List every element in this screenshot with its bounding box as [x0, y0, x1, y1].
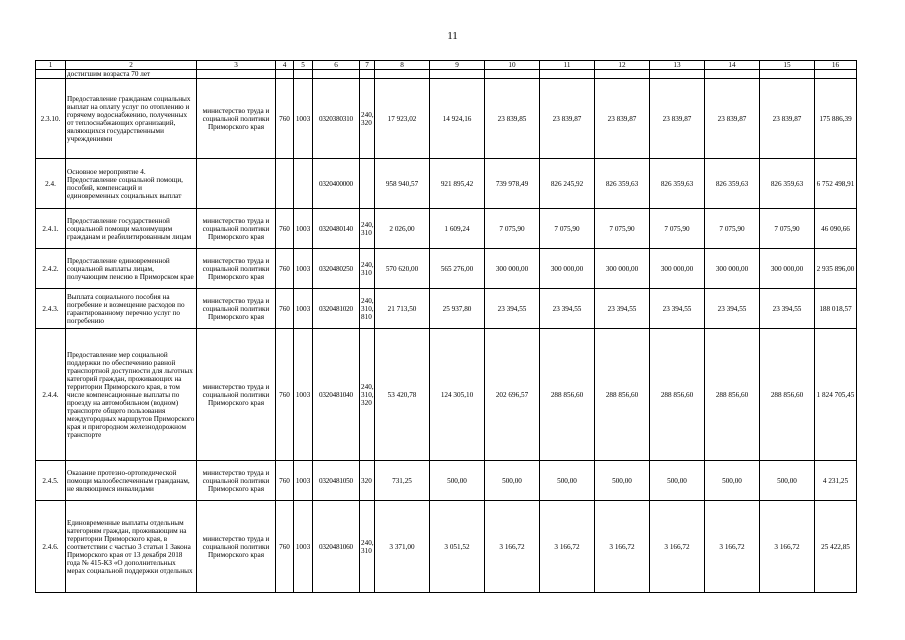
row-grbs-code: 760	[276, 249, 294, 289]
table-row	[36, 79, 857, 159]
row-name: Основное мероприятие 4. Предоставление социальной помощи, пособий, компенсаций и единовременных социальных выплат	[66, 159, 197, 209]
row-total: 188 018,57	[815, 289, 857, 329]
row-number: 2.3.10.	[36, 79, 66, 159]
row-year-value: 23 394,55	[760, 289, 815, 329]
row-organization: министерство труда и социальной политики Приморского края	[197, 501, 276, 593]
header-cell: 15	[760, 61, 815, 70]
row-organization	[197, 70, 276, 79]
row-total: 46 090,66	[815, 209, 857, 249]
row-year-value: 3 166,72	[540, 501, 595, 593]
row-grbs-code	[276, 159, 294, 209]
row-expense-type: 240, 310, 320	[360, 329, 375, 461]
row-year-value: 288 856,60	[760, 329, 815, 461]
table-row	[36, 461, 857, 501]
row-number: 2.4.	[36, 159, 66, 209]
page-number: 11	[447, 30, 458, 42]
row-year-value: 288 856,60	[650, 329, 705, 461]
header-cell: 1	[36, 61, 66, 70]
row-year-value: 500,00	[705, 461, 760, 501]
row-year-value: 500,00	[430, 461, 485, 501]
row-section-code	[294, 159, 313, 209]
row-year-value: 500,00	[485, 461, 540, 501]
row-expense-type: 240, 310	[360, 501, 375, 593]
row-year-value: 288 856,60	[705, 329, 760, 461]
row-name: достигшим возраста 70 лет	[66, 70, 197, 79]
row-target-code: 0320380310	[313, 79, 360, 159]
table-row	[36, 501, 857, 593]
header-cell: 9	[430, 61, 485, 70]
row-target-code: 0320481060	[313, 501, 360, 593]
row-total	[815, 70, 857, 79]
row-year-value: 7 075,90	[595, 209, 650, 249]
row-year-value: 300 000,00	[705, 249, 760, 289]
row-year-value: 500,00	[760, 461, 815, 501]
row-organization: министерство труда и социальной политики Приморского края	[197, 461, 276, 501]
row-expense-type: 240, 310, 810	[360, 289, 375, 329]
row-year-value: 23 839,87	[595, 79, 650, 159]
row-target-code: 0320480140	[313, 209, 360, 249]
row-year-value: 958 940,57	[375, 159, 430, 209]
row-number: 2.4.3.	[36, 289, 66, 329]
row-year-value: 288 856,60	[595, 329, 650, 461]
header-cell: 10	[485, 61, 540, 70]
row-year-value: 25 937,80	[430, 289, 485, 329]
row-organization: министерство труда и социальной политики Приморского края	[197, 289, 276, 329]
row-name: Оказание протезно-ортопедической помощи малообеспеченным гражданам, не являющимся инвалидами	[66, 461, 197, 501]
table-row	[36, 159, 857, 209]
row-number: 2.4.4.	[36, 329, 66, 461]
row-expense-type: 240, 310	[360, 249, 375, 289]
header-cell: 12	[595, 61, 650, 70]
header-cell: 8	[375, 61, 430, 70]
row-year-value: 826 359,63	[595, 159, 650, 209]
row-year-value	[705, 70, 760, 79]
row-year-value: 17 923,02	[375, 79, 430, 159]
row-year-value: 7 075,90	[760, 209, 815, 249]
table-row	[36, 289, 857, 329]
row-expense-type	[360, 70, 375, 79]
header-cell: 6	[313, 61, 360, 70]
header-cell: 7	[360, 61, 375, 70]
row-year-value: 21 713,50	[375, 289, 430, 329]
row-section-code: 1003	[294, 289, 313, 329]
row-year-value: 3 166,72	[485, 501, 540, 593]
row-year-value: 731,25	[375, 461, 430, 501]
header-cell: 14	[705, 61, 760, 70]
row-grbs-code: 760	[276, 209, 294, 249]
row-year-value: 739 978,49	[485, 159, 540, 209]
row-total: 6 752 498,91	[815, 159, 857, 209]
row-expense-type: 240, 320	[360, 79, 375, 159]
row-number: 2.4.6.	[36, 501, 66, 593]
row-year-value: 300 000,00	[485, 249, 540, 289]
row-year-value: 23 394,55	[595, 289, 650, 329]
row-year-value: 500,00	[650, 461, 705, 501]
table-row	[36, 70, 857, 79]
row-name: Единовременные выплаты отдельным категориям граждан, проживающим на территории Приморского края, в соответствии с частью 3 статьи 1 Закона Приморского края от 13 декабря 2018 года № 415-КЗ «О дополнительных мерах социальной поддержки отдельных	[66, 501, 197, 593]
row-name: Предоставление государственной социальной помощи малоимущим гражданам и реабилитированным лицам	[66, 209, 197, 249]
row-year-value: 3 166,72	[595, 501, 650, 593]
row-year-value: 826 359,63	[705, 159, 760, 209]
row-year-value: 300 000,00	[595, 249, 650, 289]
row-name: Предоставление единовременной социальной выплаты лицам, получающим пенсию в Приморском крае	[66, 249, 197, 289]
header-row	[36, 61, 857, 70]
table-row	[36, 329, 857, 461]
row-expense-type: 240, 310	[360, 209, 375, 249]
header-cell: 3	[197, 61, 276, 70]
row-year-value: 23 839,87	[540, 79, 595, 159]
row-year-value: 288 856,60	[540, 329, 595, 461]
row-expense-type: 320	[360, 461, 375, 501]
row-year-value: 3 051,52	[430, 501, 485, 593]
row-year-value	[760, 70, 815, 79]
row-year-value: 500,00	[595, 461, 650, 501]
row-year-value: 3 166,72	[760, 501, 815, 593]
row-target-code: 0320481020	[313, 289, 360, 329]
row-number	[36, 70, 66, 79]
row-year-value: 7 075,90	[705, 209, 760, 249]
row-year-value: 500,00	[540, 461, 595, 501]
row-year-value: 826 359,63	[760, 159, 815, 209]
row-organization: министерство труда и социальной политики Приморского края	[197, 249, 276, 289]
row-target-code: 0320481040	[313, 329, 360, 461]
row-total: 2 935 896,00	[815, 249, 857, 289]
row-year-value: 124 305,10	[430, 329, 485, 461]
header-cell: 13	[650, 61, 705, 70]
row-year-value: 7 075,90	[540, 209, 595, 249]
row-total: 1 824 705,45	[815, 329, 857, 461]
row-year-value: 826 359,63	[650, 159, 705, 209]
row-year-value: 7 075,90	[650, 209, 705, 249]
row-target-code: 0320400000	[313, 159, 360, 209]
row-year-value: 3 166,72	[705, 501, 760, 593]
row-year-value: 23 839,87	[650, 79, 705, 159]
row-total: 175 886,39	[815, 79, 857, 159]
row-year-value: 23 394,55	[650, 289, 705, 329]
row-year-value	[595, 70, 650, 79]
row-section-code: 1003	[294, 79, 313, 159]
row-target-code: 0320480250	[313, 249, 360, 289]
row-name: Выплата социального пособия на погребение и возмещение расходов по гарантированному перечню услуг по погребению	[66, 289, 197, 329]
row-year-value: 921 895,42	[430, 159, 485, 209]
header-cell: 16	[815, 61, 857, 70]
row-number: 2.4.5.	[36, 461, 66, 501]
budget-table	[35, 60, 857, 593]
row-organization: министерство труда и социальной политики Приморского края	[197, 79, 276, 159]
row-section-code	[294, 70, 313, 79]
row-year-value: 570 620,00	[375, 249, 430, 289]
row-section-code: 1003	[294, 461, 313, 501]
row-organization: министерство труда и социальной политики Приморского края	[197, 209, 276, 249]
row-year-value: 300 000,00	[650, 249, 705, 289]
row-grbs-code: 760	[276, 289, 294, 329]
row-year-value: 23 394,55	[485, 289, 540, 329]
row-section-code: 1003	[294, 249, 313, 289]
row-year-value: 1 609,24	[430, 209, 485, 249]
row-section-code: 1003	[294, 329, 313, 461]
row-year-value: 826 245,92	[540, 159, 595, 209]
header-cell: 4	[276, 61, 294, 70]
row-name: Предоставление гражданам социальных выплат на оплату услуг по отоплению и горячему водоснабжению, полученных от теплоснабжающих организаций, являющихся государственными учреждениями	[66, 79, 197, 159]
row-year-value: 23 394,55	[540, 289, 595, 329]
row-year-value: 2 026,00	[375, 209, 430, 249]
row-grbs-code: 760	[276, 501, 294, 593]
row-year-value: 202 696,57	[485, 329, 540, 461]
row-year-value: 53 420,78	[375, 329, 430, 461]
row-number: 2.4.2.	[36, 249, 66, 289]
row-year-value: 565 276,00	[430, 249, 485, 289]
row-number: 2.4.1.	[36, 209, 66, 249]
row-target-code	[313, 70, 360, 79]
row-expense-type	[360, 159, 375, 209]
row-year-value: 14 924,16	[430, 79, 485, 159]
row-year-value	[485, 70, 540, 79]
row-year-value	[540, 70, 595, 79]
row-year-value: 23 394,55	[705, 289, 760, 329]
row-year-value: 23 839,85	[485, 79, 540, 159]
row-section-code: 1003	[294, 501, 313, 593]
row-year-value: 23 839,87	[760, 79, 815, 159]
row-grbs-code	[276, 70, 294, 79]
header-cell: 11	[540, 61, 595, 70]
header-cell: 2	[66, 61, 197, 70]
table-row	[36, 249, 857, 289]
table-row	[36, 209, 857, 249]
row-year-value: 300 000,00	[540, 249, 595, 289]
row-target-code: 0320481050	[313, 461, 360, 501]
row-year-value: 3 371,00	[375, 501, 430, 593]
row-section-code: 1003	[294, 209, 313, 249]
row-total: 4 231,25	[815, 461, 857, 501]
row-organization	[197, 159, 276, 209]
row-year-value	[650, 70, 705, 79]
row-total: 25 422,85	[815, 501, 857, 593]
row-year-value	[375, 70, 430, 79]
header-cell: 5	[294, 61, 313, 70]
row-year-value: 23 839,87	[705, 79, 760, 159]
row-grbs-code: 760	[276, 461, 294, 501]
row-year-value: 3 166,72	[650, 501, 705, 593]
row-year-value	[430, 70, 485, 79]
row-year-value: 7 075,90	[485, 209, 540, 249]
row-organization: министерство труда и социальной политики Приморского края	[197, 329, 276, 461]
row-grbs-code: 760	[276, 329, 294, 461]
row-year-value: 300 000,00	[760, 249, 815, 289]
row-name: Предоставление мер социальной поддержки по обеспечению равной транспортной доступности для льготных категорий граждан, проживающих на территории Приморского края, в том числе компенсационные выплаты по проезду на автомобильном (водном) транспорте общего пользования междугородных маршрутов Приморского края и пригородном железнодорожном транспорте	[66, 329, 197, 461]
row-grbs-code: 760	[276, 79, 294, 159]
